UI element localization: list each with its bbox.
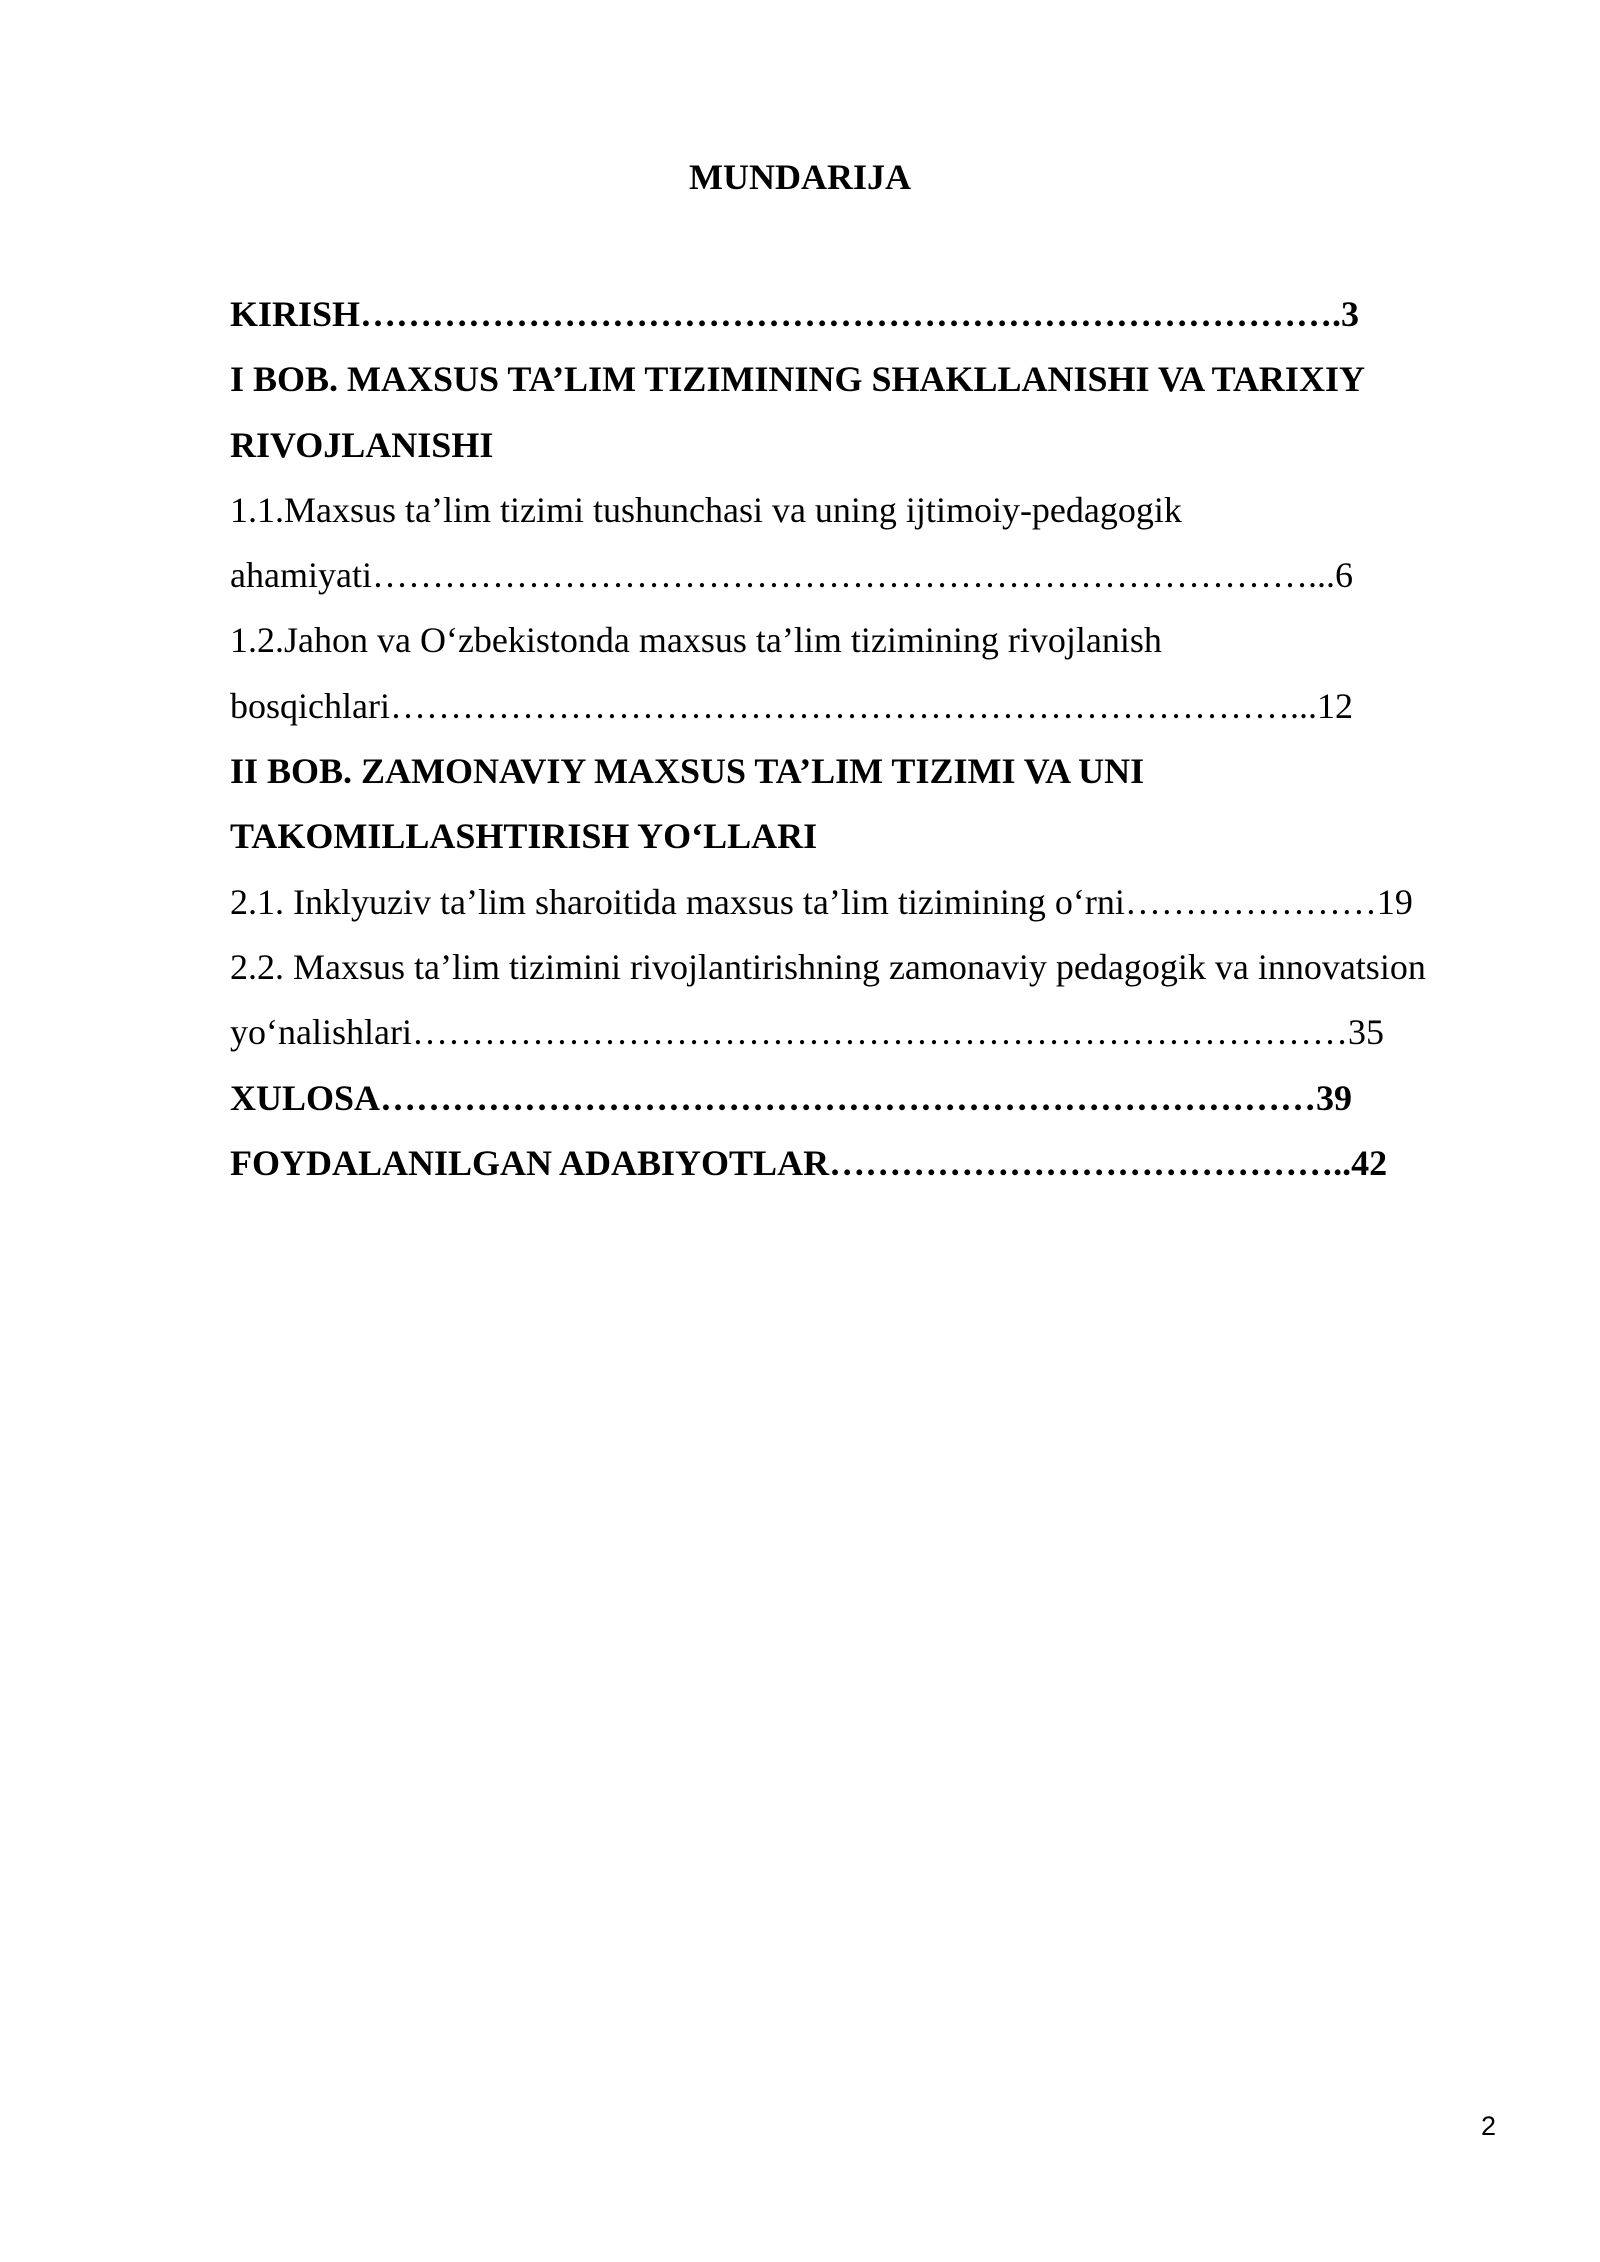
page-number: 2: [1480, 2111, 1496, 2141]
toc-line-section-1-2-cont: bosqichlari…………………………………………………………………...12: [230, 685, 1353, 726]
toc-line-chapter-2-title: II BOB. ZAMONAVIY MAXSUS TA’LIM TIZIMI VA UNI: [230, 751, 1145, 792]
table-of-contents: [230, 282, 1486, 1196]
toc-line-section-1-2: 1.2.Jahon va O‘zbekistonda maxsus ta’lim tizimining rivojlanish: [230, 620, 1162, 661]
toc-line-section-1-1-cont: ahamiyati……………………………………………………………………...6: [230, 555, 1353, 596]
toc-line-references: FOYDALANILGAN ADABIYOTLAR……………………………………..42: [230, 1142, 1388, 1183]
toc-line-chapter-1-title-cont: RIVOJLANISHI: [230, 424, 494, 465]
toc-line-kirish: KIRISH……………………………………………………………………….3: [230, 294, 1360, 334]
toc-line-section-1-1: 1.1.Maxsus ta’lim tizimi tushunchasi va uning ijtimoiy-pedagogik: [230, 489, 1182, 530]
toc-line-section-2-2-cont: yo‘nalishlari……………………………………………………………………35: [230, 1012, 1384, 1053]
toc-line-section-2-1: 2.1. Inklyuziv ta’lim sharoitida maxsus ta’lim tizimining o‘rni…………………19: [230, 881, 1413, 922]
toc-line-section-2-2: 2.2. Maxsus ta’lim tizimini rivojlantirishning zamonaviy pedagogik va innovatsion: [230, 946, 1426, 987]
toc-line-chapter-2-title-cont: TAKOMILLASHTIRISH YO‘LLARI: [230, 816, 818, 857]
toc-line-xulosa: XULOSA……………………………………………………………………39: [230, 1077, 1353, 1118]
page-title: MUNDARIJA: [689, 157, 911, 197]
toc-line-chapter-1-title: I BOB. MAXSUS TA’LIM TIZIMINING SHAKLLANISHI VA TARIXIY: [230, 359, 1365, 400]
